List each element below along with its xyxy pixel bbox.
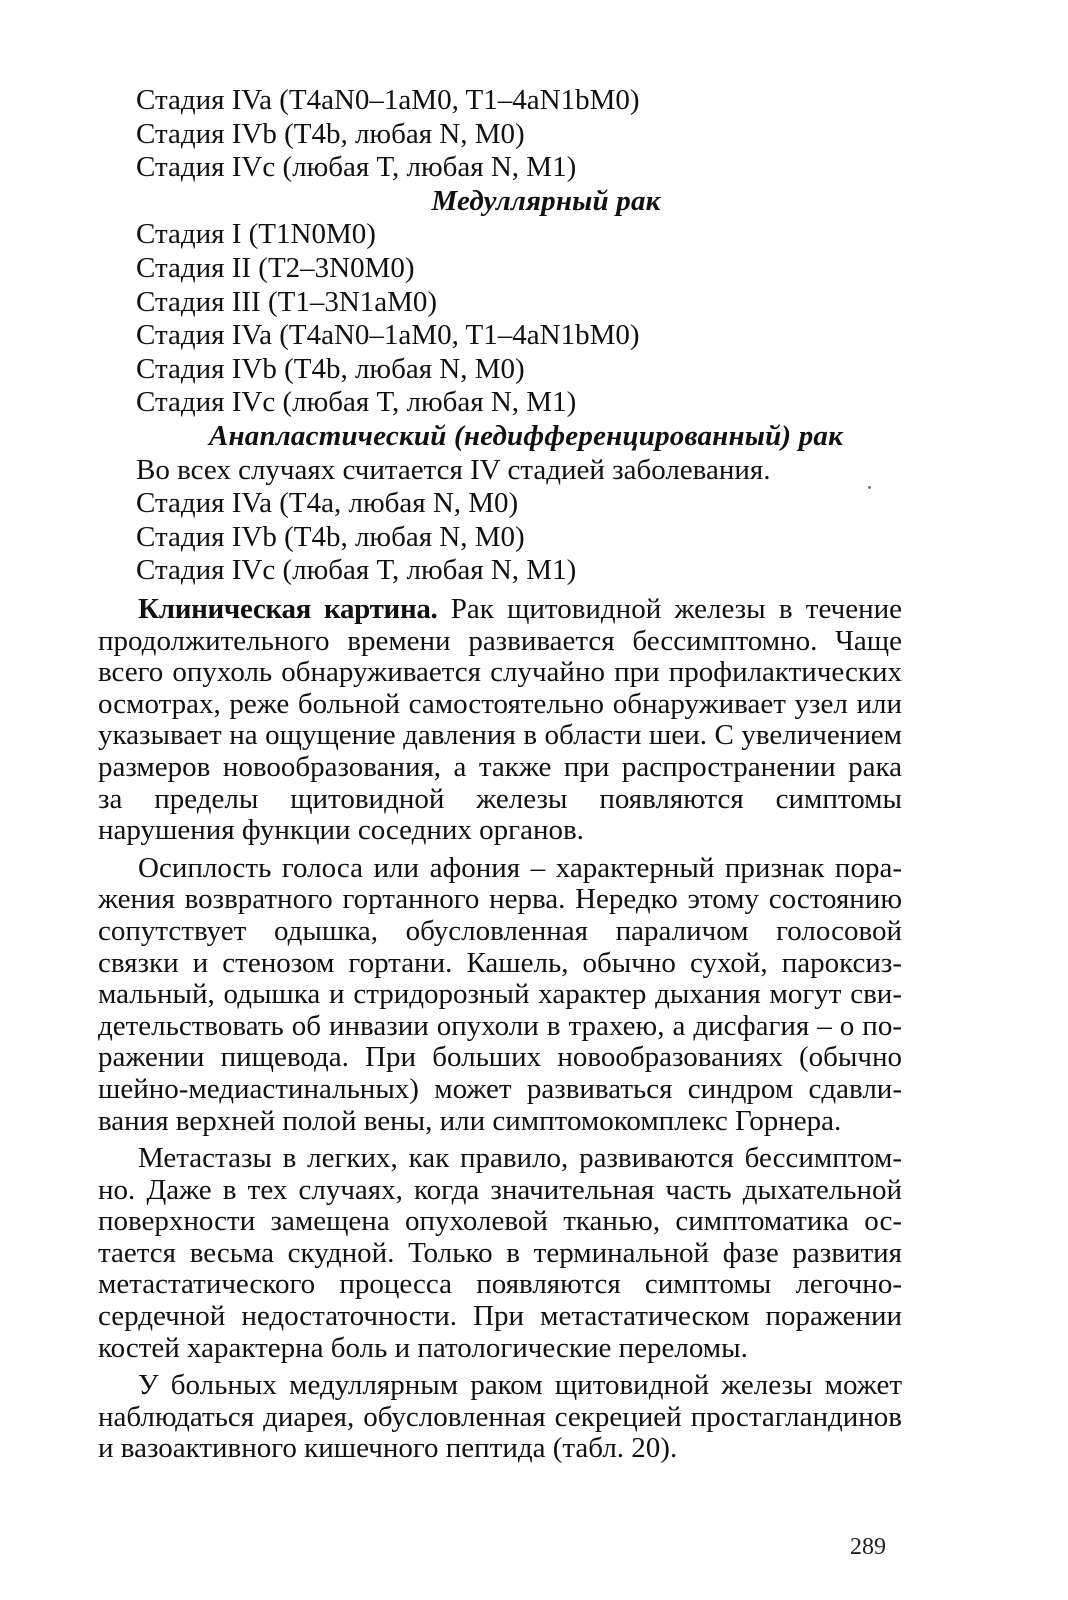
stage-line: Стадия IVc (любая T, любая N, M1) <box>136 386 577 419</box>
staging-section <box>136 84 916 588</box>
medullary-heading: Медуллярный рак <box>431 184 661 217</box>
paragraph-lung-metastases: Метастазы в легких, как правило, развиваются бессимптомно. Даже в тех случаях, когда значительная часть дыхательной поверхности замещена опухолевой тканью, симптоматика остается весьма скудной. Только в терминальной фазе развития метастатического процесса появляются симптомы легочносердечной недостаточности. При метастатическом поражении костей характерна боль и патологические переломы. <box>98 1142 902 1364</box>
stage-line: Стадия II (T2–3N0M0) <box>136 251 415 284</box>
scan-speck <box>868 486 871 489</box>
clinical-section <box>98 594 902 1471</box>
stage-line: Стадия IVb (T4b, любая N, M0) <box>136 117 525 150</box>
stage-line: Стадия IVb (T4b, любая N, M0) <box>136 520 525 553</box>
clinical-picture-heading: Клиническая картина. <box>138 593 438 625</box>
stage-line: Стадия IVc (любая T, любая N, M1) <box>136 151 577 184</box>
stage-line: Стадия IVc (любая T, любая N, M1) <box>136 554 577 587</box>
anaplastic-note: Во всех случаях считается IV стадией заболевания. <box>136 453 771 486</box>
page-number: 289 <box>850 1534 886 1560</box>
paragraph-medullary-diarrhea: У больных медуллярным раком щитовидной железы может наблюдаться диарея, обусловленная секрецией простагландинов и вазоактивного кишечного пептида (табл. 20). <box>98 1369 902 1465</box>
anaplastic-heading: Анапластический (недифференцированный) рак <box>208 419 844 452</box>
stage-line: Стадия IVa (T4aN0–1aM0, T1–4aN1bM0) <box>136 319 640 352</box>
paragraph-text: Рак щитовидной железы в течение продолжительного времени развивается бессимптомно. Чаще всего опухоль обнаруживается случайно при профилактических осмотрах, реже больной самостоятельно обнаруживает узел или указывает на ощущение давления в области шеи. С увеличением размеров новообразования, а также при распространении рака за пределы щитовидной железы появляются симптомы нарушения функции соседних органов. <box>98 593 902 847</box>
stage-line: Стадия I (T1N0M0) <box>136 218 376 251</box>
stage-line: Стадия IVa (T4a, любая N, M0) <box>136 487 519 520</box>
paragraph-hoarseness: Осиплость голоса или афония – характерный признак поражения возвратного гортанного нерва. Нередко этому состоянию сопутствует одышка, обусловленная параличом голосовой связки и стенозом гортани. Кашель, обычно сухой, пароксизмальный, одышка и стридорозный характер дыхания могут свидетельствовать об инвазии опухоли в трахею, а дисфагия – о поражении пищевода. При больших новообразованиях (обычно шейно-медиастинальных) может развиваться синдром сдавливания верхней полой вены, или симптомокомплекс Горнера. <box>98 851 902 1137</box>
stage-line: Стадия IVa (T4aN0–1aM0, T1–4aN1bM0) <box>136 84 640 116</box>
paragraph-clinical-picture <box>98 594 902 847</box>
stage-line: Стадия III (T1–3N1aM0) <box>136 285 438 318</box>
stage-line: Стадия IVb (T4b, любая N, M0) <box>136 352 525 385</box>
